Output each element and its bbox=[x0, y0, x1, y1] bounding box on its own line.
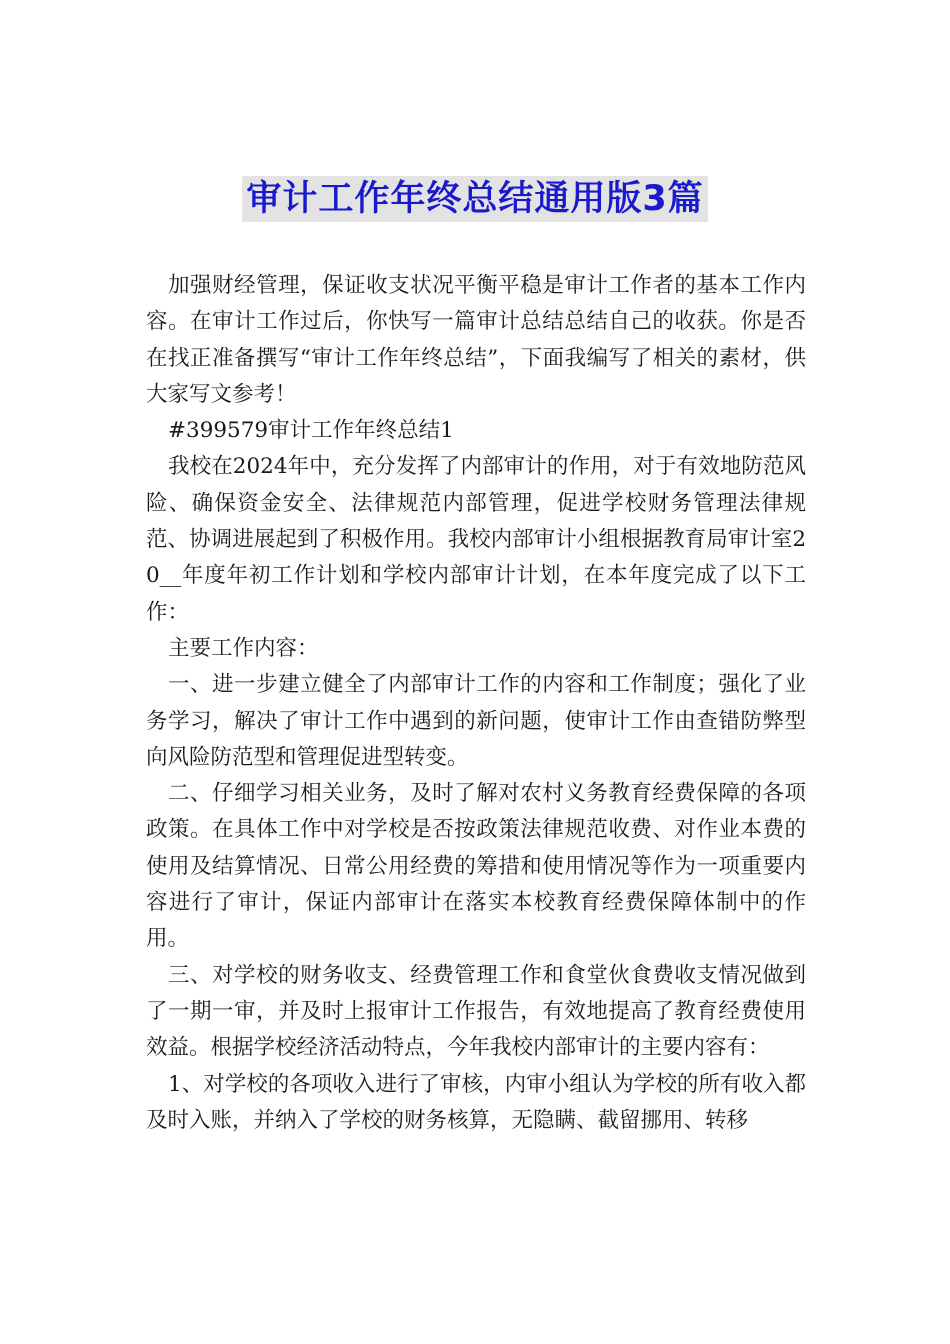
title-container bbox=[0, 176, 950, 222]
paragraph-item-two: 二、仔细学习相关业务，及时了解对农村义务教育经费保障的各项政策。在具体工作中对学校是否按政策法律规范收费、对作业本费的使用及结算情况、日常公用经费的筹措和使用情况等作为一项重要内容进行了审计，保证内部审计在落实本校教育经费保障体制中的作用。 bbox=[146, 781, 806, 952]
paragraph-item-one: 一、进一步建立健全了内部审计工作的内容和工作制度；强化了业务学习，解决了审计工作中遇到的新问题，使审计工作由查错防弊型向风险防范型和管理促进型转变。 bbox=[146, 672, 806, 770]
document-title: 审计工作年终总结通用版3篇 bbox=[242, 176, 707, 222]
paragraph-overview: 我校在2024年中，充分发挥了内部审计的作用，对于有效地防范风险、确保资金安全、法律规范内部管理，促进学校财务管理法律规范、协调进展起到了积极作用。我校内部审计小组根据教育局审计室20__年度年初工作计划和学校内部审计计划，在本年度完成了以下工作： bbox=[146, 454, 806, 625]
paragraph-intro: 加强财经管理，保证收支状况平衡平稳是审计工作者的基本工作内容。在审计工作过后，你快写一篇审计总结总结自己的收获。你是否在找正准备撰写“审计工作年终总结”，下面我编写了相关的素材，供大家写文参考！ bbox=[146, 273, 806, 407]
paragraph-subitem-one: 1、对学校的各项收入进行了审核，内审小组认为学校的所有收入都及时入账，并纳入了学校的财务核算，无隐瞒、截留挪用、转移 bbox=[146, 1071, 806, 1133]
document-body bbox=[146, 268, 806, 1139]
paragraph-section-heading: #399579审计工作年终总结1 bbox=[168, 418, 454, 444]
paragraph-item-three: 三、对学校的财务收支、经费管理工作和食堂伙食费收支情况做到了一期一审，并及时上报审计工作报告，有效地提高了教育经费使用效益。根据学校经济活动特点，今年我校内部审计的主要内容有： bbox=[146, 962, 806, 1061]
paragraph-main-content-heading: 主要工作内容： bbox=[168, 635, 319, 661]
